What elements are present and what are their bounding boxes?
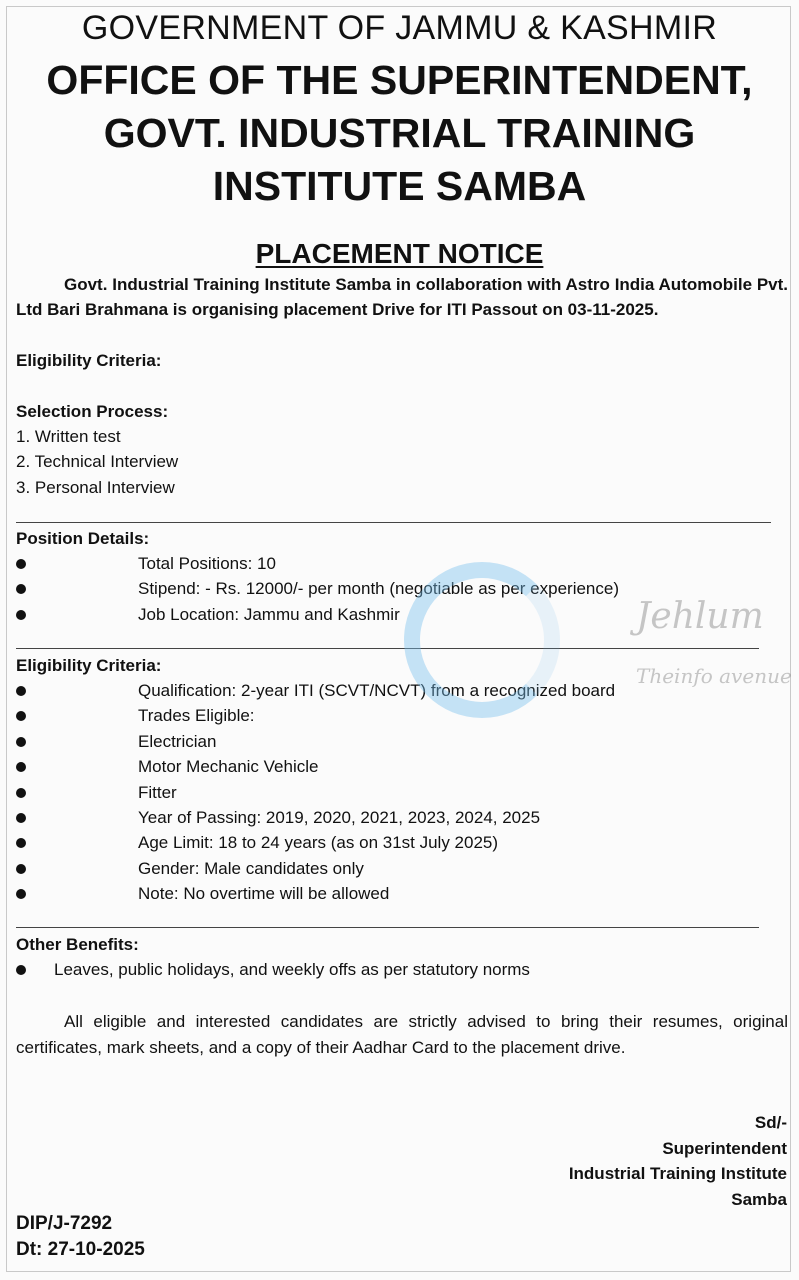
notice-title: PLACEMENT NOTICE [255,238,544,269]
list-item [16,957,530,982]
divider [16,522,771,523]
signature-line: Industrial Training Institute [568,1164,787,1183]
office-line-3: INSTITUTE SAMBA [212,163,587,209]
list-item [16,551,619,576]
selection-list [16,424,178,500]
benefits-list [16,957,530,982]
list-item-text: Motor Mechanic Vehicle [138,757,319,777]
position-heading: Position Details: [16,529,150,548]
list-item-text: Year of Passing: 2019, 2020, 2021, 2023, 2024, 2025 [138,808,541,828]
list-item-text: Electrician [138,731,217,751]
office-line-1: OFFICE OF THE SUPERINTENDENT, [46,57,753,103]
list-item [16,754,615,779]
list-item [16,830,615,855]
closing-paragraph: All eligible and interested candidates are strictly advised to bring their resumes, original certificates, mark sheets, and a copy of their Aadhar Card to the placement drive. [16,1012,788,1057]
bullet-icon [16,762,26,772]
bullet-icon [16,813,26,823]
list-item-text: Gender: Male candidates only [138,858,364,878]
notice-date: Dt: 27-10-2025 [16,1239,145,1260]
intro-paragraph: Govt. Industrial Training Institute Samba in collaboration with Astro India Automobile Pvt. Ltd Bari Brahmana is organising placement Drive for ITI Passout on 03-11-2025. [16,275,788,319]
list-item-text: Fitter [138,782,177,802]
office-line-2: GOVT. INDUSTRIAL TRAINING [103,110,696,156]
selection-heading: Selection Process: [16,402,169,421]
list-item [16,856,615,881]
bullet-icon [16,838,26,848]
list-item-text: Note: No overtime will be allowed [138,884,390,904]
signature-block [569,1110,787,1212]
bullet-icon [16,610,26,620]
list-item [16,881,615,906]
bullet-icon [16,889,26,899]
list-item-text: Leaves, public holidays, and weekly offs as per statutory norms [54,960,530,979]
bullet-icon [16,788,26,798]
divider [16,927,759,928]
list-item: 2. Technical Interview [16,452,179,472]
benefits-heading: Other Benefits: [16,935,139,954]
watermark-text: Theinfo avenue [636,664,792,688]
bullet-icon [16,686,26,696]
watermark-text: Jehlum [636,596,764,637]
list-item-text: Stipend: - Rs. 12000/- per month (negotiable as per experience) [138,579,619,599]
signature-line: Samba [731,1189,787,1209]
bullet-icon [16,584,26,594]
eligibility-list [16,678,615,907]
reference-number: DIP/J-7292 [16,1213,113,1234]
list-item-text: Qualification: 2-year ITI (SCVT/NCVT) from a recognized board [138,681,616,700]
list-item [16,805,615,830]
signature-line: Superintendent [662,1138,787,1158]
watermark-ring-icon [404,562,560,718]
bullet-icon [16,965,26,975]
list-item: 1. Written test [16,427,121,446]
list-item [16,729,615,754]
bullet-icon [16,864,26,874]
bullet-icon [16,737,26,747]
divider [16,648,759,649]
list-item-text: Job Location: Jammu and Kashmir [138,604,400,624]
list-item [16,703,615,728]
office-heading [0,54,799,213]
bullet-icon [16,559,26,569]
signature-line: Sd/- [754,1113,787,1132]
government-heading: GOVERNMENT OF JAMMU & KASHMIR [81,9,718,47]
list-item-text: Trades Eligible: [138,706,255,726]
list-item-text: Total Positions: 10 [138,554,276,573]
list-item: 3. Personal Interview [16,477,175,497]
list-item [16,780,615,805]
eligibility-heading: Eligibility Criteria: [16,656,162,675]
list-item-text: Age Limit: 18 to 24 years (as on 31st July 2025) [138,833,499,853]
bullet-icon [16,711,26,721]
eligibility-heading-top: Eligibility Criteria: [16,351,162,370]
